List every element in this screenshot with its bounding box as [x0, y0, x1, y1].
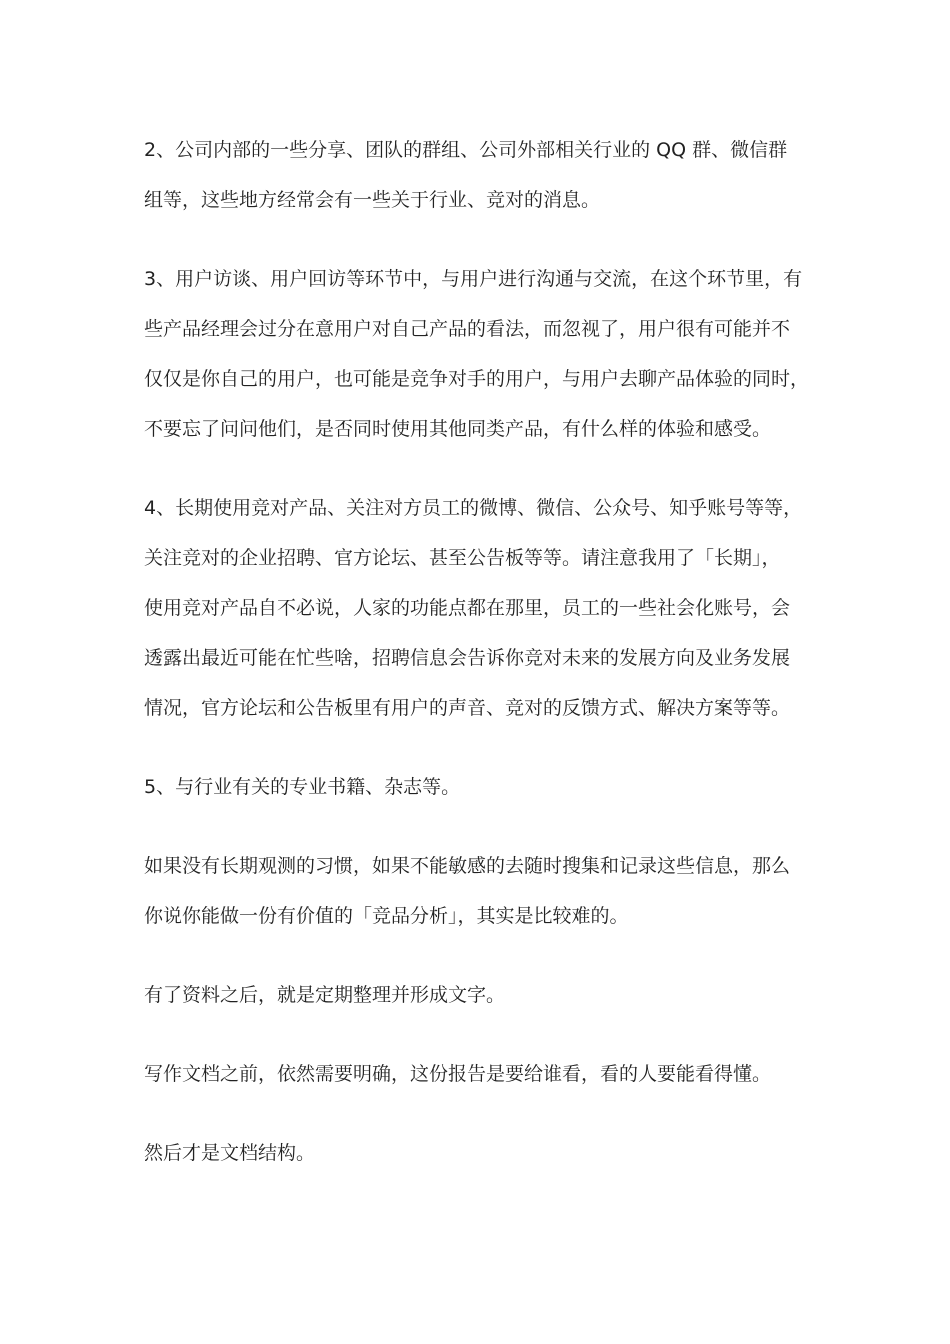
- paragraph-spacer: [144, 733, 824, 762]
- text-line: 2、公司内部的一些分享、团队的群组、公司外部相关行业的 QQ 群、微信群: [144, 139, 788, 161]
- text-line: 情况，官方论坛和公告板里有用户的声音、竞对的反馈方式、解决方案等等。: [144, 697, 791, 719]
- text-line: 5、与行业有关的专业书籍、杂志等。: [144, 776, 461, 798]
- text-line: 使用竞对产品自不必说，人家的功能点都在那里，员工的一些社会化账号，会: [144, 597, 791, 619]
- paragraph-spacer: [144, 812, 824, 841]
- paragraph-spacer: [144, 225, 824, 254]
- text-line: 你说你能做一份有价值的「竞品分析」，其实是比较难的。: [144, 905, 629, 927]
- paragraph-spacer: [144, 941, 824, 970]
- text-line: 仅仅是你自己的用户，也可能是竞争对手的用户，与用户去聊产品体验的同时，: [144, 368, 810, 390]
- paragraph-item-4: [144, 483, 824, 733]
- text-line: 些产品经理会过分在意用户对自己产品的看法，而忽视了，用户很有可能并不: [144, 318, 791, 340]
- text-line: 不要忘了问问他们，是否同时使用其他同类产品，有什么样的体验和感受。: [144, 418, 772, 440]
- text-line: 3、用户访谈、用户回访等环节中，与用户进行沟通与交流，在这个环节里，有: [144, 268, 803, 290]
- text-line: 透露出最近可能在忙些啥，招聘信息会告诉你竞对未来的发展方向及业务发展: [144, 647, 791, 669]
- paragraph-structure: [144, 1128, 824, 1178]
- paragraph-spacer: [144, 1020, 824, 1049]
- paragraph-spacer: [144, 1099, 824, 1128]
- paragraph-item-3: [144, 254, 824, 454]
- document-body: [144, 125, 824, 1178]
- text-line: 4、长期使用竞对产品、关注对方员工的微博、微信、公众号、知乎账号等等，: [144, 497, 803, 519]
- paragraph-spacer: [144, 454, 824, 483]
- paragraph-item-2: [144, 125, 824, 225]
- text-line: 关注竞对的企业招聘、官方论坛、甚至公告板等等。请注意我用了「长期」，: [144, 547, 781, 569]
- paragraph-observation: [144, 841, 824, 941]
- paragraph-organize: [144, 970, 824, 1020]
- text-line: 然后才是文档结构。: [144, 1142, 316, 1164]
- text-line: 组等，这些地方经常会有一些关于行业、竞对的消息。: [144, 189, 601, 211]
- text-line: 写作文档之前，依然需要明确，这份报告是要给谁看，看的人要能看得懂。: [144, 1063, 772, 1085]
- text-line: 有了资料之后，就是定期整理并形成文字。: [144, 984, 506, 1006]
- text-line: 如果没有长期观测的习惯，如果不能敏感的去随时搜集和记录这些信息，那么: [144, 855, 791, 877]
- paragraph-item-5: [144, 762, 824, 812]
- paragraph-audience: [144, 1049, 824, 1099]
